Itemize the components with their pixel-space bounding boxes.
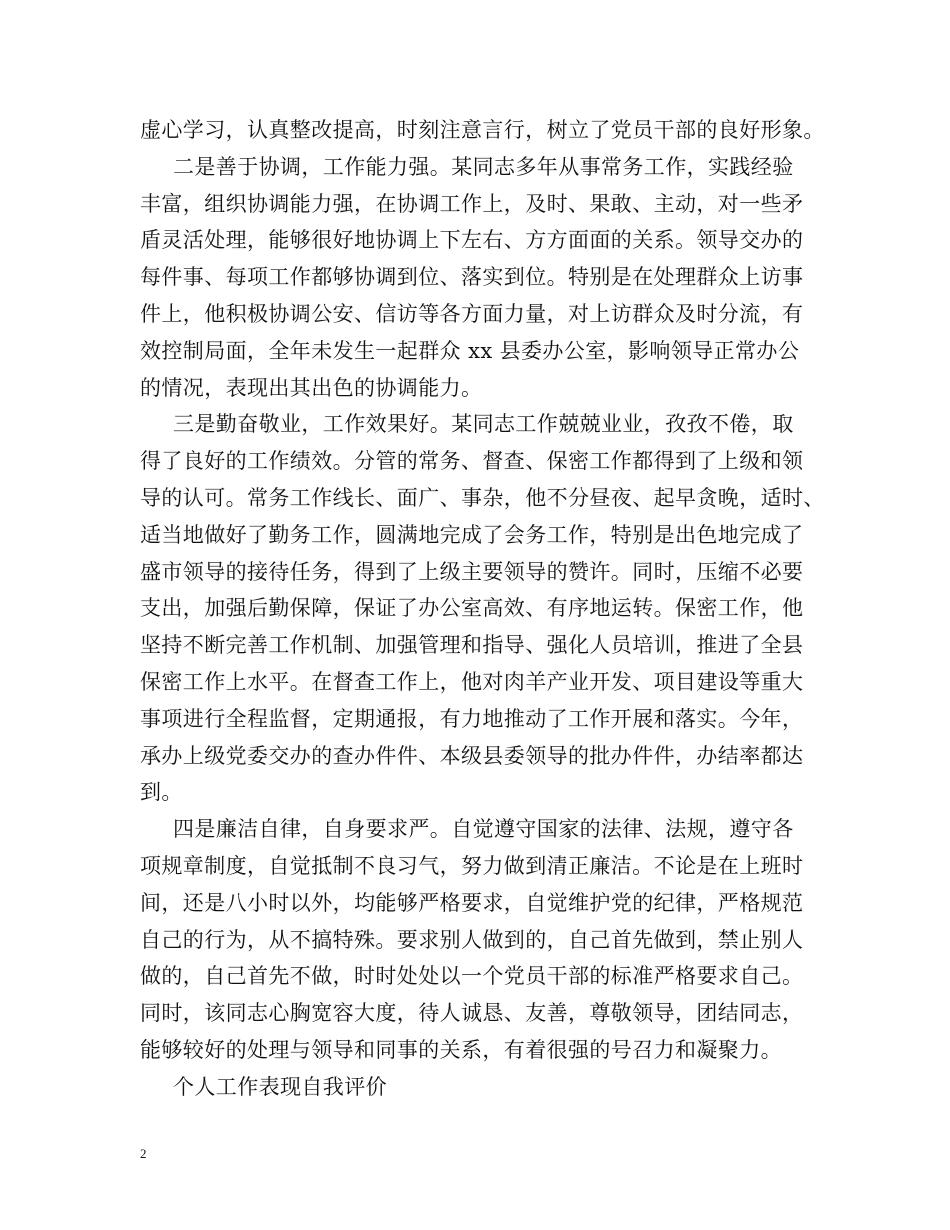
text-line: 三是勤奋敬业，工作效果好。某同志工作兢兢业业，孜孜不倦，取 [173,412,794,437]
text-line: 件上，他积极协调公安、信访等各方面力量，对上访群众及时分流，有 [140,301,804,326]
body-text [140,112,825,1106]
text-line: 每件事、每项工作都够协调到位、落实到位。特别是在处理群众上访事 [140,265,804,290]
text-line: 丰富，组织协调能力强，在协调工作上，及时、果敢、主动，对一些矛 [140,191,804,216]
text-line: 同时，该同志心胸宽容大度，待人诚恳、友善，尊敬领导，团结同志， [140,1001,804,1026]
text-line: 承办上级党委交办的查办件件、本级县委领导的批办件件，办结率都达 [140,743,804,768]
text-line: 事项进行全程监督，定期通报，有力地推动了工作开展和落实。今年， [140,706,804,731]
text-line: 盾灵活处理，能够很好地协调上下左右、方方面面的关系。领导交办的 [140,228,804,253]
text-line: 得了良好的工作绩效。分管的常务、督查、保密工作都得到了上级和领 [140,449,804,474]
text-line: 自己的行为，从不搞特殊。要求别人做到的，自己首先做到，禁止别人 [140,927,804,952]
page-number: 2 [140,1146,147,1161]
text-line: 盛市领导的接待任务，得到了上级主要领导的赞许。同时，压缩不必要 [140,559,804,584]
text-line: 做的，自己首先不做，时时处处以一个党员干部的标准严格要求自己。 [140,964,804,989]
text-line: 导的认可。常务工作线长、面广、事杂，他不分昼夜、起早贪晚，适时、 [140,485,825,510]
text-line: 的情况，表现出其出色的协调能力。 [140,375,483,400]
text-line: 坚持不断完善工作机制、加强管理和指导、强化人员培训，推进了全县 [140,633,804,658]
text-line: 虚心学习，认真整改提高，时刻注意言行，树立了党员干部的良好形象。 [140,118,825,142]
text-line: 保密工作上水平。在督查工作上，他对肉羊产业开发、项目建设等重大 [140,669,804,694]
text-line: 间，还是八小时以外，均能够严格要求，自觉维护党的纪律，严格规范 [140,890,804,915]
text-line: 适当地做好了勤务工作，圆满地完成了会务工作，特别是出色地完成了 [140,522,804,547]
text-line: 效控制局面，全年未发生一起群众 xx 县委办公室，影响领导正常办公 [140,338,800,363]
section-heading: 个人工作表现自我评价 [173,1074,387,1099]
text-line: 到。 [140,780,183,805]
text-line: 项规章制度，自觉抵制不良习气，努力做到清正廉洁。不论是在上班时 [140,853,804,878]
text-line: 二是善于协调，工作能力强。某同志多年从事常务工作，实践经验 [173,154,794,179]
text-line: 四是廉洁自律，自身要求严。自觉遵守国家的法律、法规，遵守各 [173,817,794,842]
text-line: 支出，加强后勤保障，保证了办公室高效、有序地运转。保密工作，他 [140,596,804,621]
text-line: 能够较好的处理与领导和同事的关系，有着很强的号召力和凝聚力。 [140,1037,782,1062]
